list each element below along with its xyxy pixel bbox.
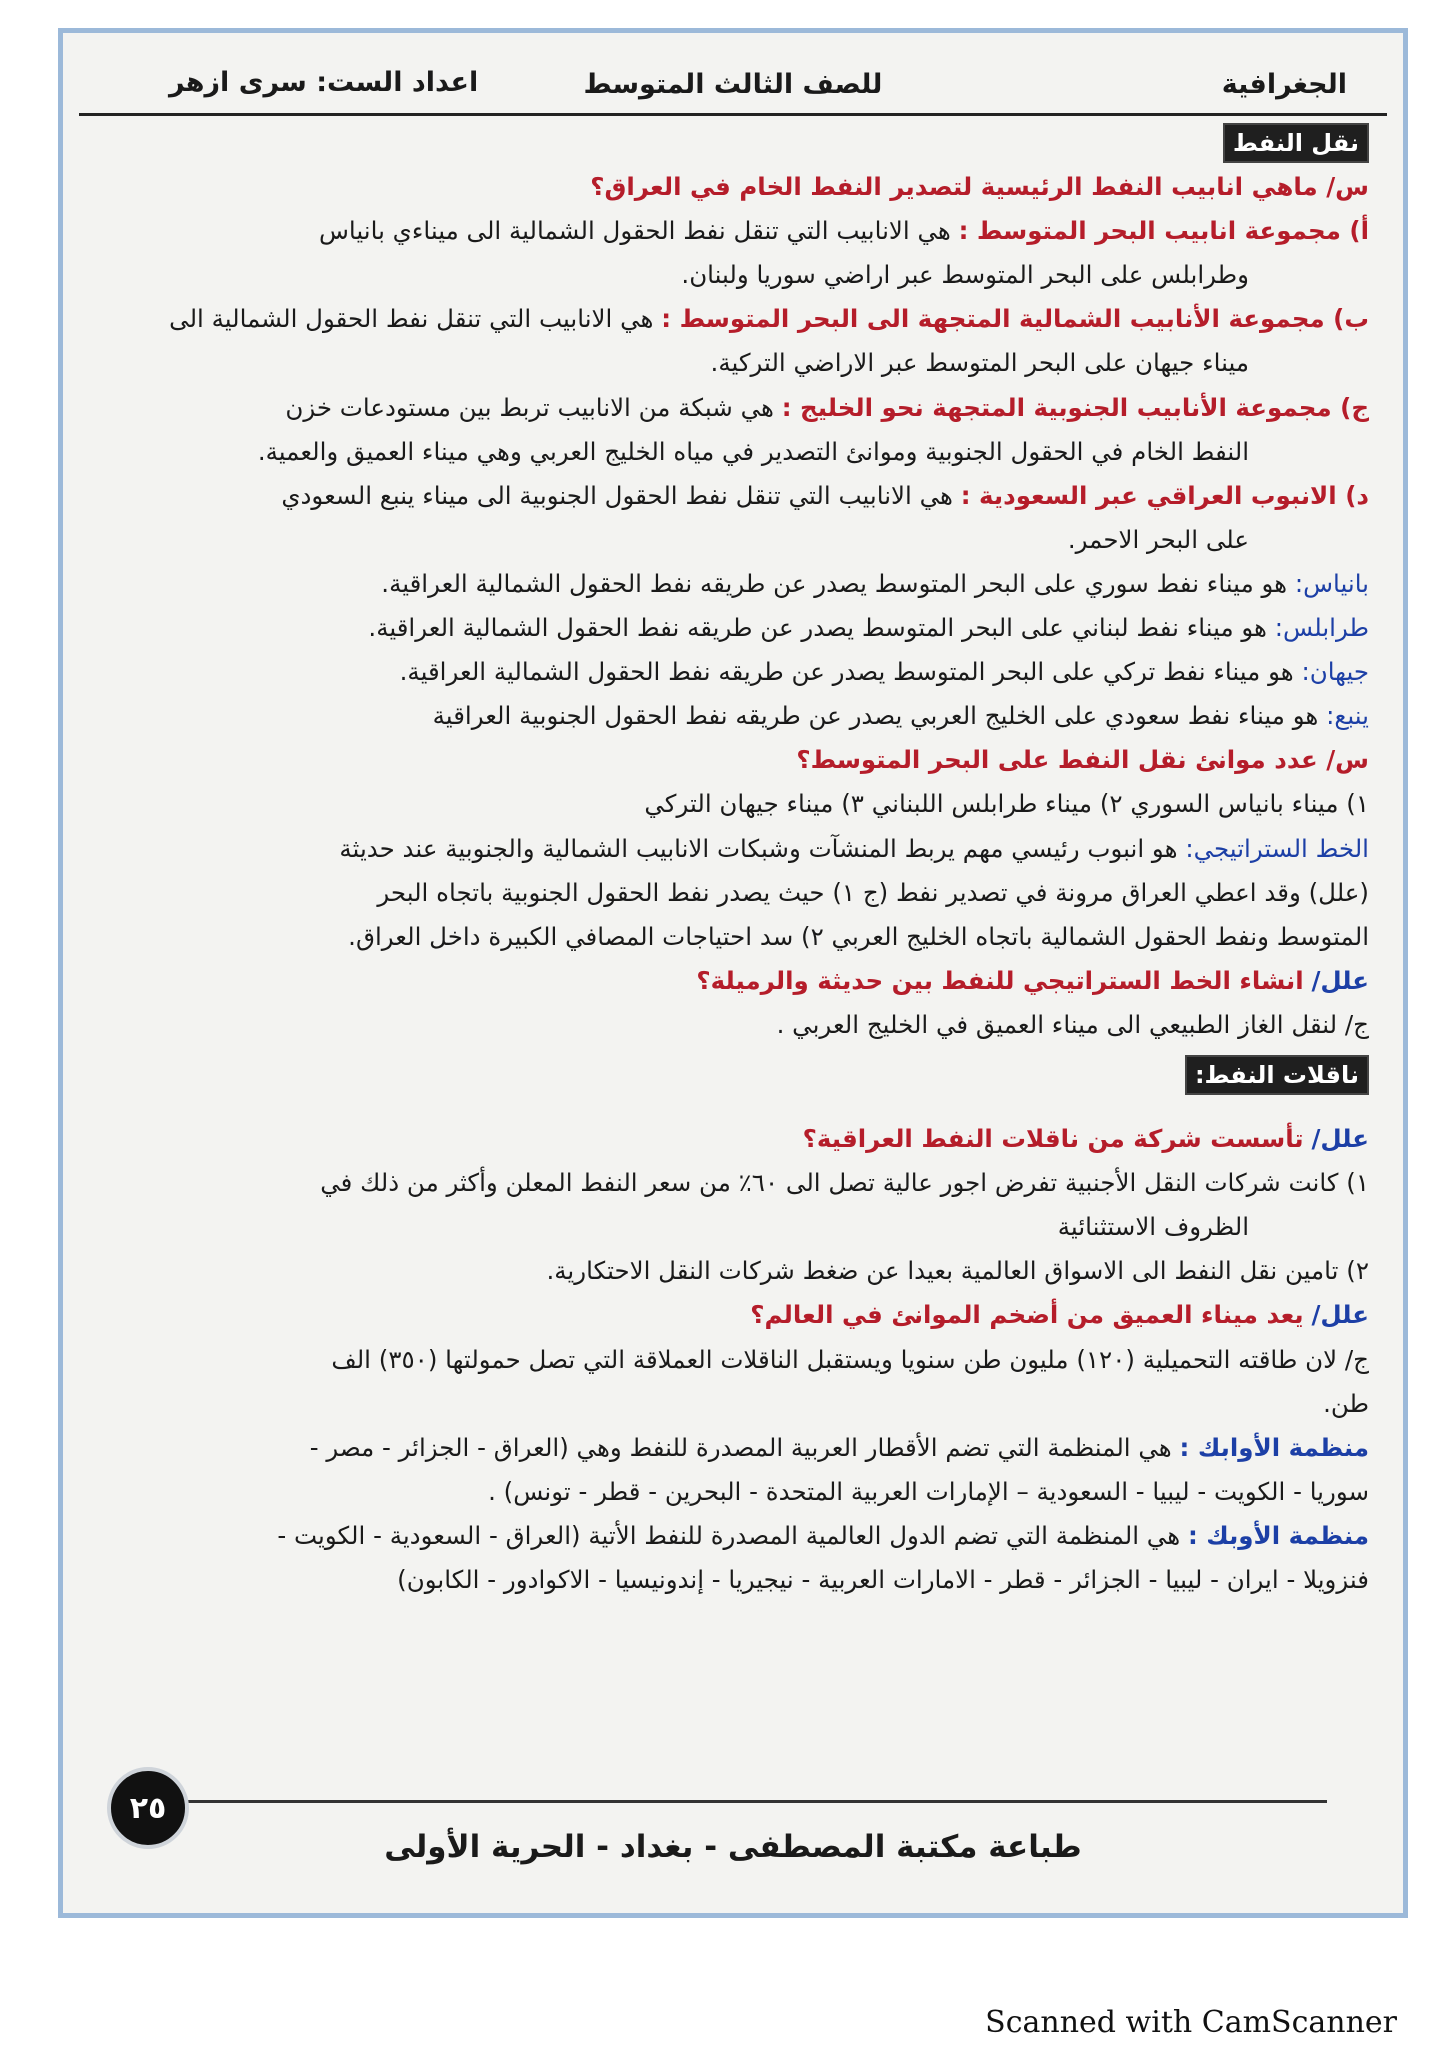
port-definition	[97, 562, 1369, 606]
section-badge-oil-transport: نقل النفط	[1223, 123, 1369, 163]
port-answer-line1: ج/ لان طاقته التحميلية (١٢٠) مليون طن سنويا ويستقبل الناقلات العملاقة التي تصل حمولتها (٣٥٠) الف	[331, 1344, 1369, 1374]
grade-title: للصف الثالث المتوسط	[583, 69, 883, 100]
strategic-line-text1: هو انبوب رئيسي مهم يربط المنشآت وشبكات الانابيب الشمالية والجنوبية عند حديثة	[339, 833, 1178, 863]
reason-question: تأسست شركة من ناقلات النفط العراقية؟	[802, 1124, 1304, 1154]
tanker-answer-1-line1: ١) كانت شركات النقل الأجنبية تفرض اجور عالية تصل الى ٦٠٪ من سعر النفط المعلن وأكثر من ذلك في	[320, 1168, 1369, 1198]
answer-a-title: أ) مجموعة انابيب البحر المتوسط :	[958, 216, 1369, 246]
answer-d-text2: على البحر الاحمر.	[1067, 524, 1249, 554]
port-name: جيهان:	[1301, 657, 1369, 687]
port-name: طرابلس:	[1274, 613, 1369, 643]
answer-c-title: ج) مجموعة الأنابيب الجنوبية المتجهة نحو الخليج :	[781, 392, 1369, 422]
page-content	[97, 119, 1369, 1602]
port-definition	[97, 694, 1369, 738]
question-main-pipelines: س/ ماهي انابيب النفط الرئيسية لتصدير النفط الخام في العراق؟	[590, 172, 1369, 202]
port-text: هو ميناء نفط سوري على البحر المتوسط يصدر عن طريقه نفط الحقول الشمالية العراقية.	[381, 568, 1288, 598]
scanner-watermark: Scanned with CamScanner	[985, 2005, 1397, 2040]
answer-a-text2: وطرابلس على البحر المتوسط عبر اراضي سوريا ولبنان.	[681, 260, 1249, 290]
port-answer-line2: طن.	[1323, 1388, 1369, 1418]
worksheet-page	[58, 28, 1408, 1918]
question-tanker-company	[97, 1117, 1369, 1161]
answer-c-text2: النفط الخام في الحقول الجنوبية وموانئ التصدير في مياه الخليج العربي وهي ميناء العميق والعمية.	[257, 436, 1249, 466]
opec-label: منظمة الأوبك :	[1187, 1520, 1369, 1550]
strategic-line-text2: (علل) وقد اعطي العراق مرونة في تصدير نفط (ج ١) حيث يصدر نفط الحقول الجنوبية باتجاه البحر	[377, 877, 1369, 907]
question-strategic-line	[97, 959, 1369, 1003]
answer-a-text1: هي الانابيب التي تنقل نفط الحقول الشمالية الى ميناءي بانياس	[319, 216, 951, 246]
oapec-label: منظمة الأوابك :	[1179, 1432, 1369, 1462]
strategic-line-definition	[97, 827, 1369, 871]
reason-question: انشاء الخط الستراتيجي للنفط بين حديثة والرميلة؟	[696, 965, 1304, 995]
answer-c-text1: هي شبكة من الانابيب تربط بين مستودعات خزن	[285, 392, 774, 422]
reason-question: يعد ميناء العميق من أضخم الموانئ في العالم؟	[750, 1300, 1304, 1330]
reason-label: علل/	[1311, 965, 1369, 995]
answer-c-line1	[97, 386, 1369, 430]
strategic-line-label: الخط الستراتيجي:	[1185, 833, 1369, 863]
subject-title: الجغرافية	[1221, 69, 1347, 100]
author-credit: اعداد الست: سرى ازهر	[169, 67, 479, 98]
question-umm-qasr-port	[97, 1293, 1369, 1337]
answer-a-line1	[97, 209, 1369, 253]
reason-label: علل/	[1311, 1300, 1369, 1330]
port-text: هو ميناء نفط لبناني على البحر المتوسط يصدر عن طريقه نفط الحقول الشمالية العراقية.	[368, 613, 1267, 643]
port-definition	[97, 606, 1369, 650]
oapec-definition	[97, 1426, 1369, 1470]
opec-text2: فنزويلا - ايران - ليبيا - الجزائر - قطر - الامارات العربية - نيجيريا - إندونيسيا - الاكوادور - الكابون)	[397, 1565, 1369, 1594]
page-header	[79, 57, 1387, 116]
section-badge-tankers: ناقلات النفط:	[1185, 1055, 1369, 1095]
oapec-text1: هي المنظمة التي تضم الأقطار العربية المصدرة للنفط وهي (العراق - الجزائر - مصر -	[309, 1432, 1172, 1462]
opec-text1: هي المنظمة التي تضم الدول العالمية المصدرة للنفط الأتية (العراق - السعودية - الكويت -	[277, 1520, 1181, 1550]
reason-label: علل/	[1311, 1124, 1369, 1154]
answer-b-title: ب) مجموعة الأنابيب الشمالية المتجهة الى البحر المتوسط :	[661, 304, 1369, 334]
opec-definition	[97, 1514, 1369, 1558]
page-number-badge: ٢٥	[107, 1767, 189, 1849]
answer-d-title: د) الانبوب العراقي عبر السعودية :	[960, 480, 1369, 510]
answer-mediterranean-ports: ١) ميناء بانياس السوري ٢) ميناء طرابلس اللبناني ٣) ميناء جيهان التركي	[644, 789, 1369, 819]
answer-b-text1: هي الانابيب التي تنقل نفط الحقول الشمالية الى	[169, 304, 654, 334]
port-text: هو ميناء نفط تركي على البحر المتوسط يصدر عن طريقه نفط الحقول الشمالية العراقية.	[399, 657, 1294, 687]
port-definition	[97, 650, 1369, 694]
answer-b-text2: ميناء جيهان على البحر المتوسط عبر الاراضي التركية.	[710, 348, 1249, 378]
port-name: ينبع:	[1326, 701, 1369, 731]
port-text: هو ميناء نفط سعودي على الخليج العربي يصدر عن طريقه نفط الحقول الجنوبية العراقية	[432, 701, 1319, 731]
strategic-line-text3: المتوسط ونفط الحقول الشمالية باتجاه الخليج العربي ٢) سد احتياجات المصافي الكبيرة داخل العراق.	[348, 921, 1369, 951]
answer-b-line1	[97, 297, 1369, 341]
port-name: بانياس:	[1294, 568, 1369, 598]
footer-divider	[119, 1800, 1327, 1803]
print-credit: طباعة مكتبة المصطفى - بغداد - الحرية الأولى	[384, 1829, 1082, 1865]
answer-d-text1: هي الانابيب التي تنقل نفط الحقول الجنوبية الى ميناء ينبع السعودي	[281, 480, 953, 510]
tanker-answer-1-line2: الظروف الاستثنائية	[1057, 1212, 1249, 1242]
question-mediterranean-ports: س/ عدد موانئ نقل النفط على البحر المتوسط؟	[796, 745, 1369, 775]
answer-strategic-line: ج/ لنقل الغاز الطبيعي الى ميناء العميق في الخليج العربي .	[776, 1009, 1369, 1039]
tanker-answer-2: ٢) تامين نقل النفط الى الاسواق العالمية بعيدا عن ضغط شركات النقل الاحتكارية.	[546, 1256, 1369, 1286]
answer-d-line1	[97, 474, 1369, 518]
oapec-text2: سوريا - الكويت - ليبيا - السعودية – الإمارات العربية المتحدة - البحرين - قطر - تونس) .	[488, 1476, 1369, 1506]
